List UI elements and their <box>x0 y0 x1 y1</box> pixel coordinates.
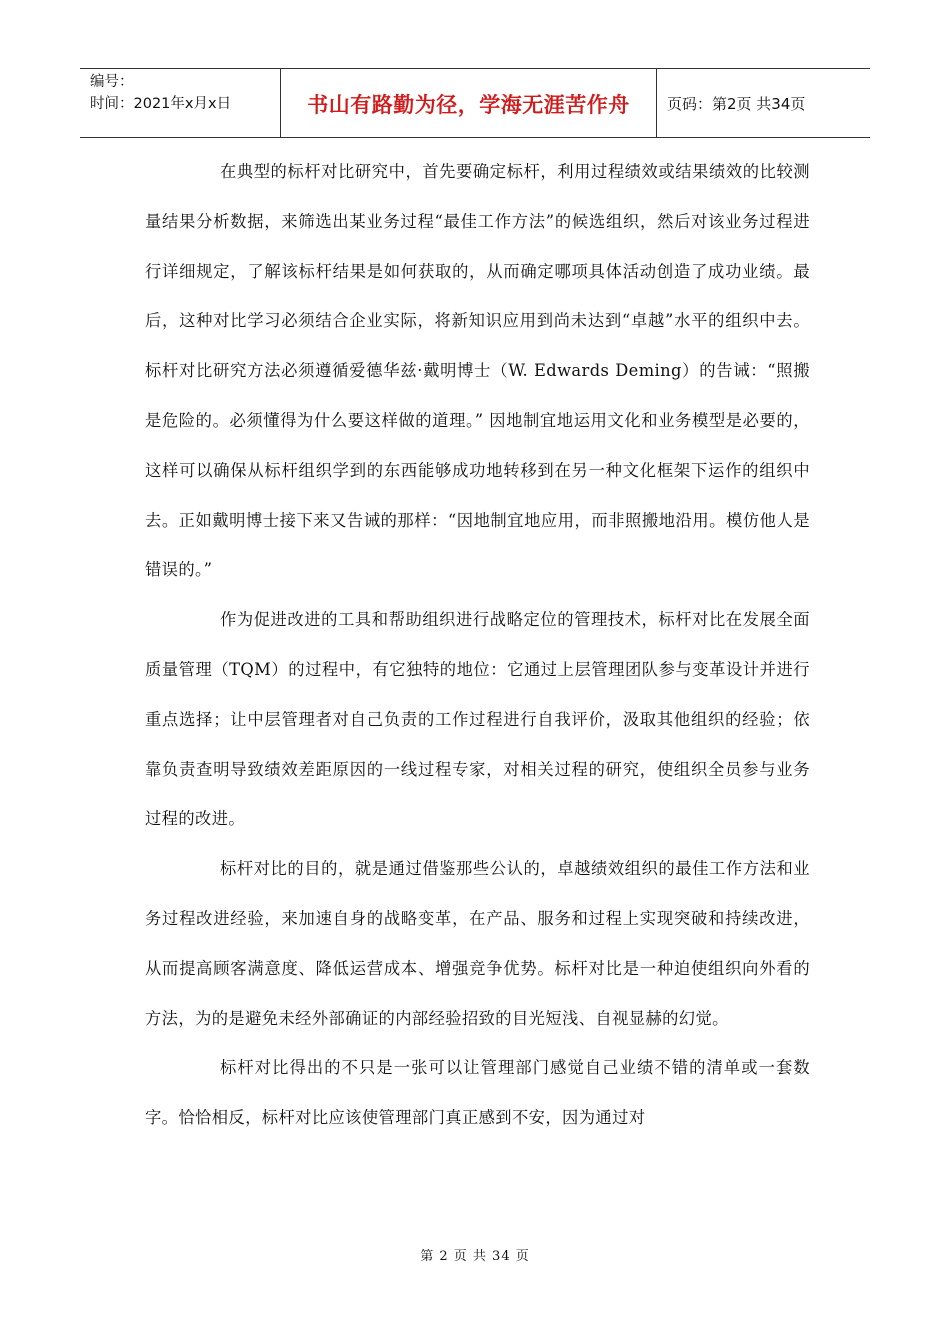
document-number-label: 编号： <box>90 74 134 90</box>
document-time-label: 时间：2021年x月x日 <box>90 96 232 112</box>
body-paragraph-3: 标杆对比的目的，就是通过借鉴那些公认的，卓越绩效组织的最佳工作方法和业务过程改进经验，来加速自身的战略变革，在产品、服务和过程上实现突破和持续改进，从而提高顾客满意度、降低运营成本、增强竞争优势。标杆对比是一种迫使组织向外看的方法，为的是避免未经外部确证的内部经验招致的目光短浅、自视显赫的幻觉。 <box>145 859 810 1028</box>
document-body <box>145 147 810 1143</box>
header-page-info: 页码：第2页 共34页 <box>667 94 806 113</box>
body-paragraph-2: 作为促进改进的工具和帮助组织进行战略定位的管理技术，标杆对比在发展全面质量管理（TQM）的过程中，有它独特的地位：它通过上层管理团队参与变革设计并进行重点选择；让中层管理者对自己负责的工作过程进行自我评价，汲取其他组织的经验；依靠负责查明导致绩效差距原因的一线过程专家，对相关过程的研究，使组织全员参与业务过程的改进。 <box>145 610 810 829</box>
header-meta <box>80 69 281 137</box>
body-paragraph-4: 标杆对比得出的不只是一张可以让管理部门感觉自己业绩不错的清单或一套数字。恰恰相反，标杆对比应该使管理部门真正感到不安，因为通过对 <box>145 1058 810 1128</box>
page-footer: 第 2 页 共 34 页 <box>420 1249 530 1264</box>
body-paragraph-1: 在典型的标杆对比研究中，首先要确定标杆，利用过程绩效或结果绩效的比较测量结果分析数据，来筛选出某业务过程“最佳工作方法”的候选组织，然后对该业务过程进行详细规定，了解该标杆结果是如何获取的，从而确定哪项具体活动创造了成功业绩。最后，这种对比学习必须结合企业实际，将新知识应用到尚未达到“卓越”水平的组织中去。标杆对比研究方法必须遵循爱德华兹·戴明博士（W. Edwards Deming）的告诫：“照搬是危险的。必须懂得为什么要这样做的道理。” 因地制宜地运用文化和业务模型是必要的，这样可以确保从标杆组织学到的东西能够成功地转移到在另一种文化框架下运作的组织中去。正如戴明博士接下来又告诫的那样：“因地制宜地应用，而非照搬地沿用。模仿他人是错误的。” <box>145 162 810 580</box>
header-motto: 书山有路勤为径，学海无涯苦作舟 <box>281 69 657 137</box>
document-header <box>80 68 870 138</box>
